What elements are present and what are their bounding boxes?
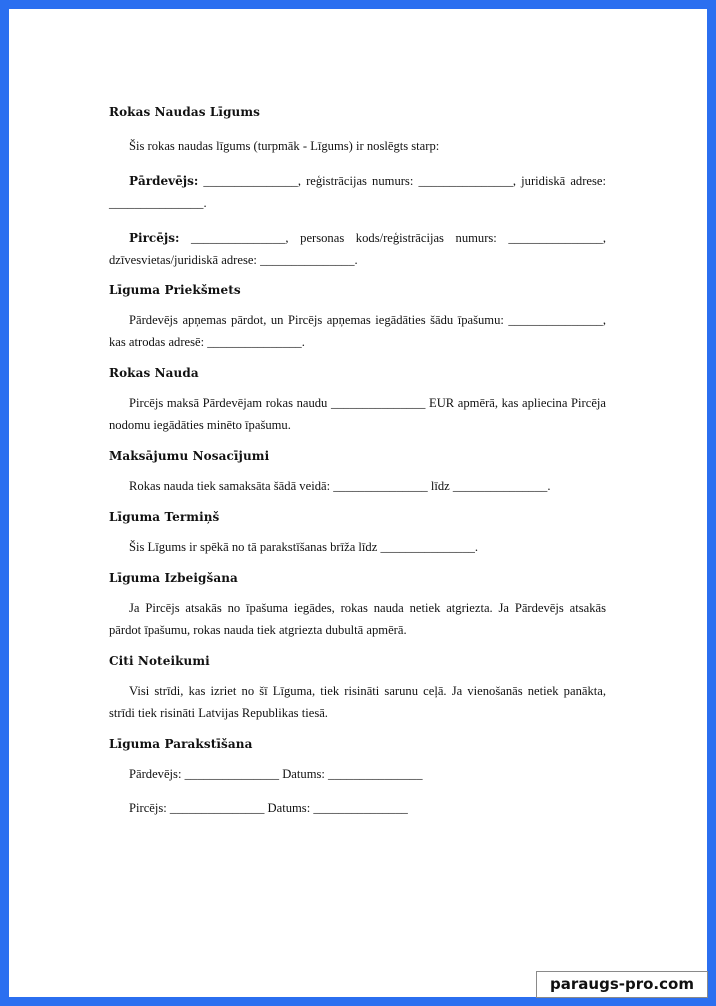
intro-paragraph: Šis rokas naudas līgums (turpmāk - Līgums) ir noslēgts starp: <box>129 139 440 153</box>
buyer-label: Pircējs: <box>129 231 180 245</box>
section-paragraph: Šis Līgums ir spēkā no tā parakstīšanas brīža līdz _______________. <box>129 540 479 554</box>
section-heading: Citi Noteikumi <box>109 654 210 668</box>
document-title: Rokas Naudas Līgums <box>109 105 261 119</box>
document-page <box>9 9 707 997</box>
contract-body <box>109 105 606 819</box>
section-heading: Rokas Nauda <box>109 366 199 380</box>
section-heading: Līguma Parakstīšana <box>109 737 253 751</box>
section-heading: Līguma Priekšmets <box>109 283 241 297</box>
section-paragraph: Pārdevējs apņemas pārdot, un Pircējs apņemas iegādāties šādu īpašumu: _______________, kas atrodas adresē: _______________. <box>109 313 606 349</box>
seller-paragraph <box>109 170 606 214</box>
seller-label: Pārdevējs: <box>129 174 199 188</box>
buyer-signature-line: Pircējs: _______________ Datums: _______________ <box>129 801 408 815</box>
section-heading: Līguma Termiņš <box>109 510 220 524</box>
seller-signature-line: Pārdevējs: _______________ Datums: _______________ <box>129 767 423 781</box>
section-paragraph: Rokas nauda tiek samaksāta šādā veidā: _______________ līdz _______________. <box>129 479 551 493</box>
buyer-details: _______________, personas kods/reģistrācijas numurs: _______________, dzīvesvietas/juridiskā adrese: _______________. <box>109 231 606 267</box>
section-paragraph: Ja Pircējs atsakās no īpašuma iegādes, rokas nauda netiek atgriezta. Ja Pārdevējs atsakās pārdot īpašumu, rokas nauda tiek atgriezta dubultā apmērā. <box>109 601 606 637</box>
section-heading: Līguma Izbeigšana <box>109 571 238 585</box>
section-paragraph: Pircējs maksā Pārdevējam rokas naudu _______________ EUR apmērā, kas apliecina Pircēja nodomu iegādāties minēto īpašumu. <box>109 396 606 432</box>
seller-details: _______________, reģistrācijas numurs: _______________, juridiskā adrese: _______________. <box>109 174 606 210</box>
buyer-paragraph <box>109 227 606 271</box>
watermark: paraugs-pro.com <box>536 971 708 998</box>
section-paragraph: Visi strīdi, kas izriet no šī Līguma, tiek risināti sarunu ceļā. Ja vienošanās netiek panākta, strīdi tiek risināti Latvijas Republikas tiesā. <box>109 684 606 720</box>
section-heading: Maksājumu Nosacījumi <box>109 449 270 463</box>
